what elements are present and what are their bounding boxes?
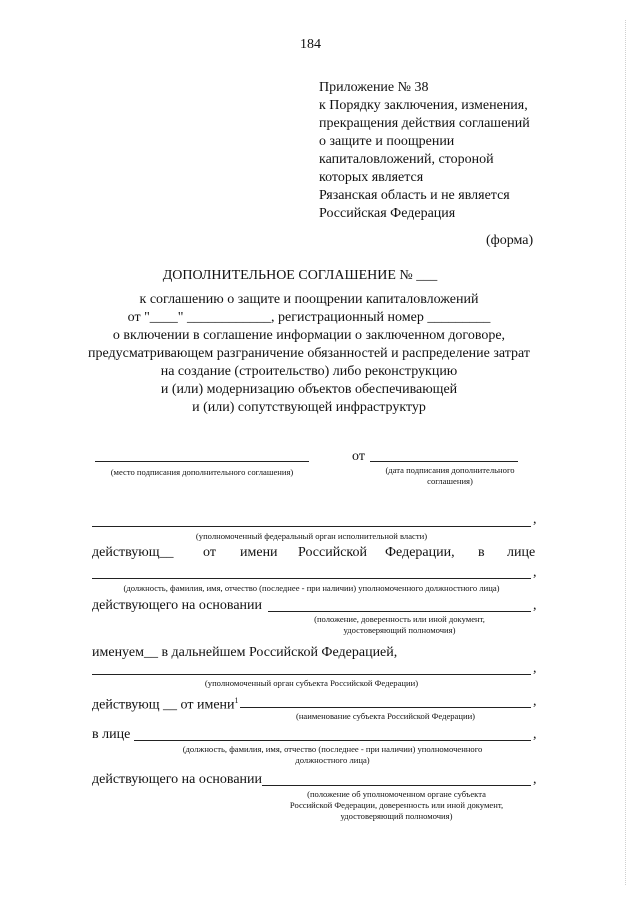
caption-line: соглашения) xyxy=(427,476,473,486)
federal-basis-blank xyxy=(268,611,531,612)
caption-line: удостоверяющий полномочия) xyxy=(343,625,456,635)
caption-line: должностного лица) xyxy=(295,755,370,765)
appendix-line: которых является xyxy=(319,170,424,185)
document-subtitle xyxy=(0,291,618,417)
place-caption: (место подписания дополнительного соглашения) xyxy=(110,467,294,477)
subtitle-line: к соглашению о защите и поощрении капиталовложений xyxy=(139,292,479,307)
acting-word: Российской xyxy=(298,545,367,560)
regional-acting-label xyxy=(92,692,239,715)
federal-basis-caption xyxy=(268,614,531,636)
caption-line: (положение об уполномоченном органе субъекта xyxy=(307,789,486,799)
comma: , xyxy=(533,565,537,580)
regional-basis-label: действующего на основании xyxy=(92,772,263,787)
document-title: ДОПОЛНИТЕЛЬНОЕ СОГЛАШЕНИЕ № ___ xyxy=(162,268,438,283)
acting-word: в xyxy=(478,545,485,560)
federal-named: именуем__ в дальнейшем Российской Федерацией, xyxy=(92,645,398,660)
subtitle-line: и (или) модернизацию объектов обеспечивающей xyxy=(160,382,458,397)
date-blank xyxy=(370,461,518,462)
subtitle-line: и (или) сопутствующей инфраструктур xyxy=(192,400,426,415)
subtitle-line: от "____" ____________, регистрационный номер _________ xyxy=(127,310,491,325)
regional-in-person: в лице xyxy=(92,727,131,742)
page-number: 184 xyxy=(300,37,321,52)
caption-line: (должность, фамилия, имя, отчество (последнее - при наличии) уполномоченного xyxy=(182,744,483,754)
appendix-line: Рязанская область и не является xyxy=(319,188,510,203)
place-blank xyxy=(95,461,309,462)
footnote-mark: 1 xyxy=(234,696,239,705)
appendix-line: к Порядку заключения, изменения, xyxy=(319,98,528,113)
acting-text: действующ __ от имени xyxy=(92,697,235,713)
comma: , xyxy=(533,598,537,613)
regional-subject-blank xyxy=(240,707,531,708)
appendix-line: прекращения действия соглашений xyxy=(319,116,530,131)
comma: , xyxy=(533,512,537,527)
date-prefix: от xyxy=(352,449,365,464)
caption-line: (дата подписания дополнительного xyxy=(385,465,515,475)
comma: , xyxy=(533,772,537,787)
appendix-line: капиталовложений, стороной xyxy=(319,152,494,167)
regional-basis-caption xyxy=(262,789,531,822)
appendix-line: Приложение № 38 xyxy=(319,80,429,95)
federal-org-blank xyxy=(92,526,531,527)
federal-person-blank xyxy=(92,578,531,579)
appendix-line: о защите и поощрении xyxy=(319,134,455,149)
caption-line: удостоверяющий полномочия) xyxy=(340,811,453,821)
comma: , xyxy=(533,727,537,742)
caption-line: Российской Федерации, доверенность или иной документ, xyxy=(289,800,504,810)
subtitle-line: предусматривающем разграничение обязанностей и распределение затрат xyxy=(88,346,530,361)
comma: , xyxy=(533,694,537,709)
scan-edge-dots xyxy=(625,20,626,885)
regional-subject-caption: (наименование субъекта Российской Федерации) xyxy=(295,711,476,721)
acting-word: действующ__ xyxy=(92,545,174,560)
acting-word: имени xyxy=(240,545,278,560)
acting-word: Федерации, xyxy=(385,545,455,560)
regional-person-caption xyxy=(134,744,531,766)
regional-basis-blank xyxy=(262,785,531,786)
federal-basis-label: действующего на основании xyxy=(92,598,263,613)
appendix-header xyxy=(319,79,530,223)
comma: , xyxy=(533,661,537,676)
regional-person-blank xyxy=(134,740,531,741)
regional-org-blank xyxy=(92,674,531,675)
date-caption xyxy=(360,465,540,487)
regional-org-caption: (уполномоченный орган субъекта Российской Федерации) xyxy=(204,678,419,688)
appendix-line: Российская Федерация xyxy=(319,206,456,221)
acting-word: лице xyxy=(507,545,536,560)
federal-org-caption: (уполномоченный федеральный орган исполнительной власти) xyxy=(195,531,428,541)
acting-word: от xyxy=(203,545,216,560)
subtitle-line: о включении в соглашение информации о заключенном договоре, xyxy=(112,328,506,343)
caption-line: (положение, доверенность или иной документ, xyxy=(314,614,485,624)
subtitle-line: на создание (строительство) либо реконструкцию xyxy=(160,364,458,379)
form-label: (форма) xyxy=(486,233,534,248)
federal-person-caption: (должность, фамилия, имя, отчество (последнее - при наличии) уполномоченного должностного лица) xyxy=(123,583,500,593)
